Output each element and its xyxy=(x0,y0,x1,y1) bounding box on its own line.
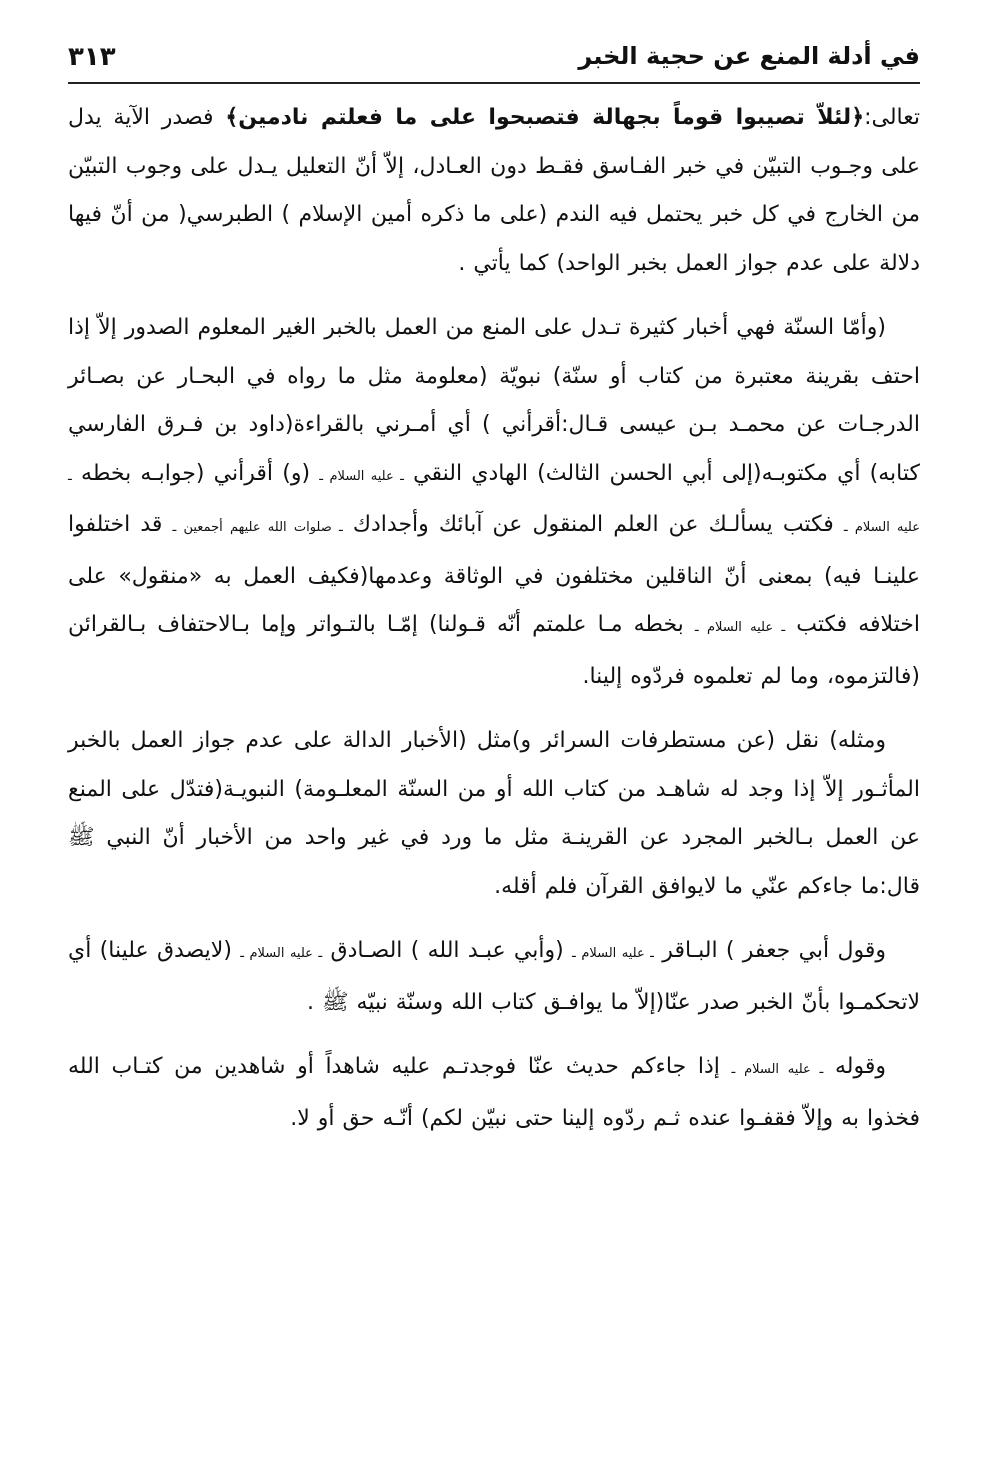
text-run: بخطه مـا علمتم أنّه قـولنا) إمّـا بالتـواتر وإما بـالاحتفاف بـالقرائن (فالتزموه، وما لم تعلموه فردّوه إلينا. xyxy=(68,612,920,689)
text-run: (و) أقرأني (جوابـه بخطه xyxy=(71,460,320,486)
text-run: (لايصدق علينا) أي لاتحكمـوا بأنّ الخبر صدر عنّا(إلاّ ما يوافـق كتاب الله وسنّة نبيّه ﷺ . xyxy=(68,938,920,1015)
quran-verse: ﴿لئلاّ تصيبوا قوماً بجهالة فتصبحوا على ما فعلتم نادمين﴾ xyxy=(225,105,865,130)
honorific: ـ عليه السلام ـ xyxy=(319,468,404,484)
page-number: ٣١٣ xyxy=(68,42,116,72)
text-run: فصدر الآية يدل على وجـوب التبيّن في خبر الفـاسق فقـط دون العـادل، إلاّ أنّ التعليل يـدل على وجوب التبيّن من الخارج في كل خبر يحتمل فيه الندم (على ما ذكره أمين الإسلام ) الطبرسي( من أنّ فيها دلالة على عدم جواز العمل بخبر الواحد) كما يأتي . xyxy=(68,105,920,276)
paragraph xyxy=(68,94,920,288)
page-body xyxy=(68,82,920,1143)
honorific: ـ عليه السلام ـ xyxy=(572,946,654,961)
page-header xyxy=(68,40,920,82)
paragraph xyxy=(68,1043,920,1143)
honorific: ـ عليه السلام ـ xyxy=(731,1062,824,1077)
paragraph xyxy=(68,717,920,911)
honorific: ـ عليه السلام ـ xyxy=(68,468,920,535)
running-title: في أدلة المنع عن حجية الخبر xyxy=(578,42,920,70)
paragraph xyxy=(68,927,920,1027)
honorific: ـ صلوات الله عليهم أجمعين ـ xyxy=(172,520,343,535)
text-run: قد اختلفوا علينـا فيه) بمعنى أنّ الناقلين مختلفون في الوثاقة وعدمها(فكيف العمل به «منقول» على اختلافه فكتب xyxy=(68,512,921,637)
book-page xyxy=(68,40,920,1159)
header-divider xyxy=(68,82,920,84)
honorific: ـ عليه السلام ـ xyxy=(240,946,323,961)
text-run: ومثله) نقل (عن مستطرفات السرائر و)مثل (الأخبار الدالة على عدم جواز العمل بالخبر المأثـور إلاّ إذا وجد له شاهـد من كتاب الله أو من السنّة المعلـومة) النبويـة(فتدّل على المنع عن العمل بـالخبر المجرد عن القرينـة مثل ما ورد في غير واحد من الأخبار أنّ النبي ﷺ قال:ما جاءكم عنّي ما لايوافق القرآن فلم أقله. xyxy=(68,728,920,899)
text-run: (وأبي عبـد الله ) الصـادق xyxy=(322,938,573,963)
honorific: ـ عليه السلام ـ xyxy=(694,620,786,635)
text-run: تعالى: xyxy=(864,105,920,130)
text-run: وقوله xyxy=(823,1054,886,1079)
paragraph xyxy=(68,304,920,701)
text-run: إذا جاءكم حديث عنّا فوجدتـم عليه شاهداً أو شاهدين من كتـاب الله فخذوا به وإلاّ فقفـوا عنده ثـم ردّوه إلينا حتى نبيّن لكم) أنّـه حق أو لا. xyxy=(68,1054,920,1131)
text-run: وقول أبي جعفر ) البـاقر xyxy=(653,938,886,963)
text-run: فكتب يسألـك عن العلم المنقول عن آبائك وأجدادك xyxy=(342,512,844,537)
text-run: (وأمّا السنّة فهي أخبار كثيرة تـدل على المنع من العمل بالخبر الغير المعلوم الصدور إلاّ إذا احتف بقرينة معتبرة من كتاب أو سنّة) نبويّة (معلومة مثل ما رواه في البحـار عن بصـائر الدرجـات عن محمـد بـن عيسى قـال:أقرأني ) أي أمـرني بالقراءة(داود بن فـرق الفارسي كتابه) أي مكتوبـه(إلى أبي الحسن الثالث) الهادي النقي xyxy=(68,315,920,486)
